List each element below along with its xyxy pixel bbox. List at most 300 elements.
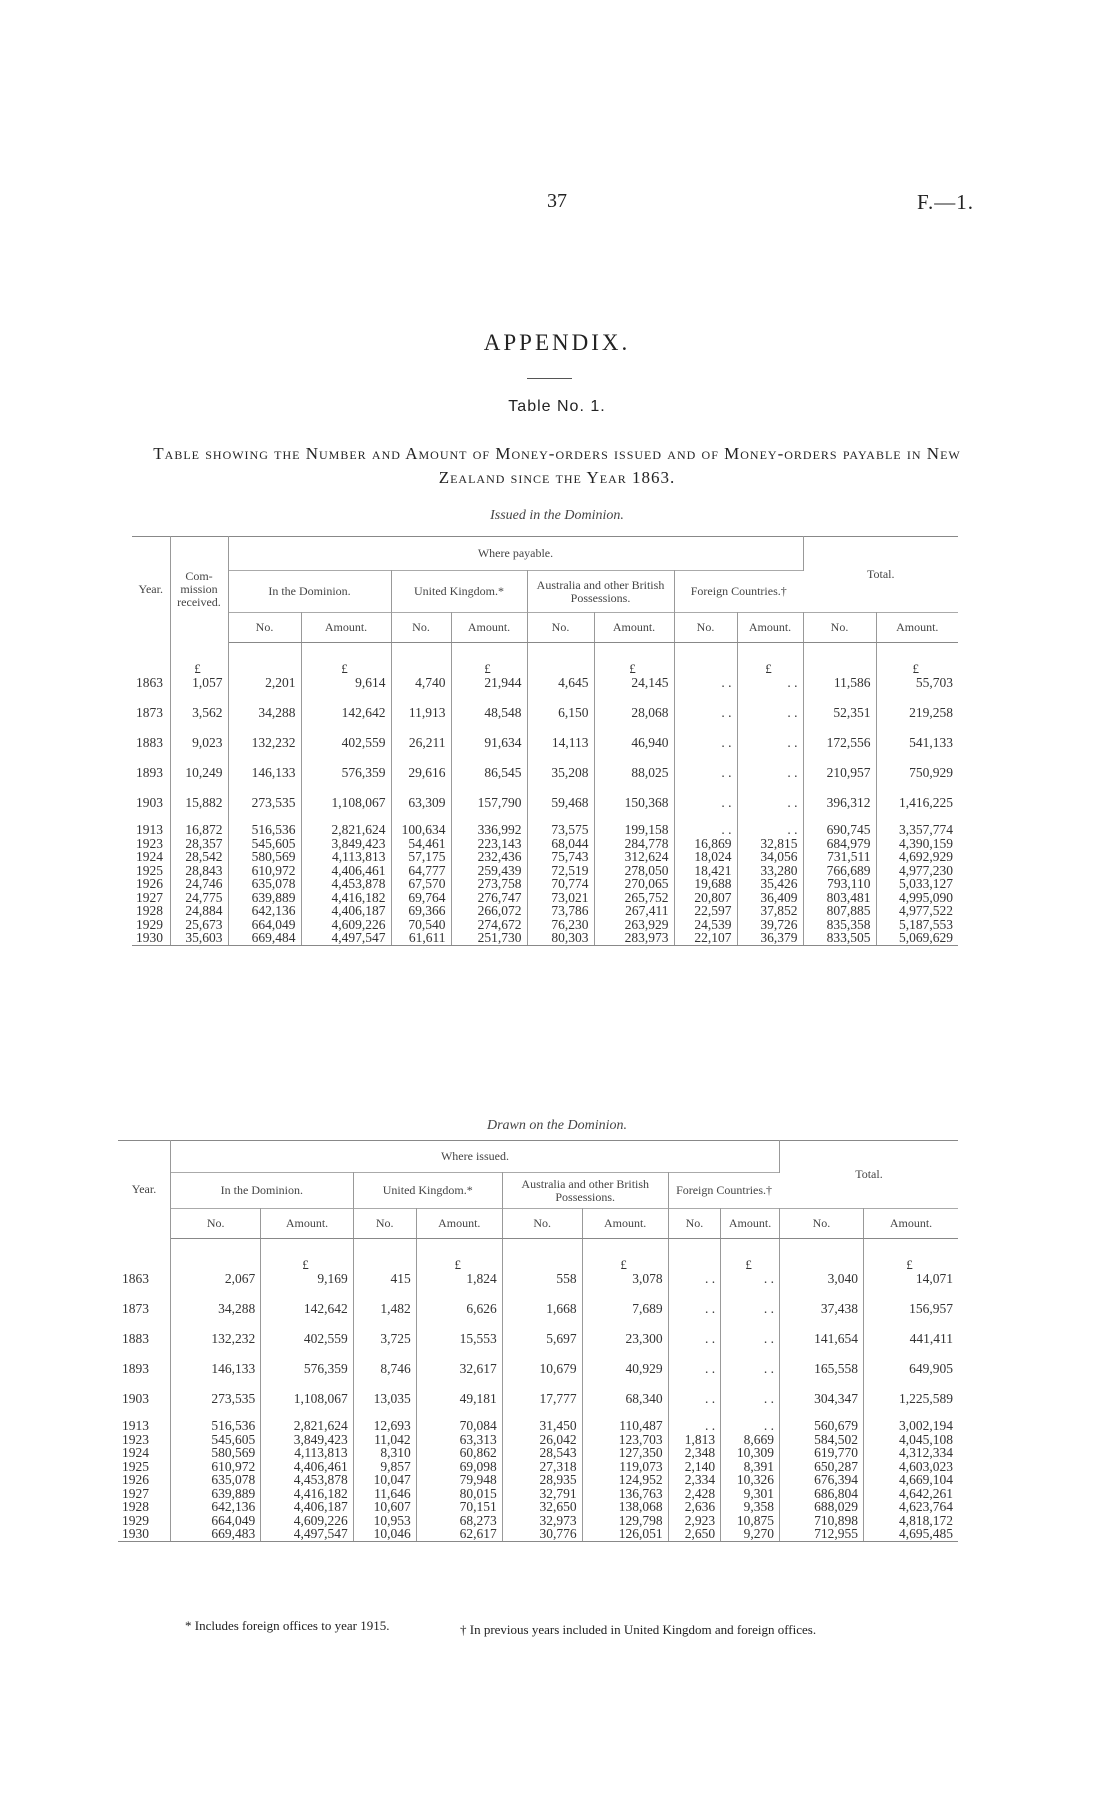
table-cell	[261, 1377, 353, 1407]
table-cell	[416, 1287, 502, 1317]
cell-value: 312,624	[624, 849, 669, 864]
table-cell	[779, 1317, 863, 1347]
table-cell	[502, 1377, 582, 1407]
cell-value: 172,556	[826, 734, 871, 750]
table-cell	[301, 918, 391, 932]
table-cell	[451, 811, 527, 837]
table-cell	[171, 1460, 261, 1474]
cell-value: . .	[705, 1270, 716, 1286]
cell-value: 24,884	[185, 903, 223, 918]
table-cell	[674, 811, 737, 837]
cell-value: 32,815	[760, 835, 798, 851]
cell-value: 16,872	[185, 822, 223, 837]
table-cell	[170, 918, 228, 932]
table-cell	[863, 1239, 958, 1287]
cell-value: 664,049	[211, 1512, 256, 1528]
table-cell	[674, 643, 737, 691]
table-cell	[737, 904, 803, 918]
cell-value: 4,645	[558, 674, 589, 690]
table-cell	[228, 918, 301, 932]
table-cell	[737, 691, 803, 721]
cell-value: . .	[721, 764, 732, 780]
cell-value: 55,703	[915, 674, 953, 690]
cell-value: 1,108,067	[331, 794, 386, 810]
table-cell	[594, 721, 674, 751]
year-cell	[132, 904, 170, 918]
cell-value: 545,605	[211, 1431, 256, 1447]
table-cell	[674, 691, 737, 721]
table-cell	[721, 1514, 780, 1528]
table-cell	[416, 1377, 502, 1407]
cell-value: 676,394	[814, 1472, 858, 1487]
cell-value: 1903	[122, 1390, 149, 1406]
cell-value: 304,347	[814, 1390, 858, 1406]
year-cell	[118, 1527, 171, 1541]
cell-value: 156,957	[909, 1300, 953, 1316]
cell-value: 560,679	[814, 1418, 858, 1433]
table-cell	[779, 1487, 863, 1501]
cell-value: 67,570	[408, 876, 446, 891]
cell-value: 119,073	[619, 1458, 663, 1474]
table-cell	[451, 850, 527, 864]
cell-value: 516,536	[251, 822, 296, 837]
no-header: No.	[228, 613, 301, 643]
table-cell	[863, 1487, 958, 1501]
cell-value: . .	[787, 764, 798, 780]
cell-value: 273,535	[211, 1390, 256, 1406]
cell-value: 142,642	[341, 704, 386, 720]
cell-value: 31,450	[539, 1418, 577, 1433]
cell-value: 11,586	[833, 674, 871, 690]
cell-value: 4,113,813	[294, 1445, 348, 1460]
cell-value: 70,540	[408, 916, 446, 932]
cell-value: 4,390,159	[899, 835, 953, 851]
cell-value: 1873	[122, 1300, 149, 1316]
cell-value: 54,461	[408, 835, 446, 851]
cell-value: 24,539	[694, 916, 732, 932]
cell-value: 23,300	[625, 1330, 663, 1346]
cell-value: 28,542	[185, 849, 223, 864]
cell-value: 1,416,225	[899, 794, 953, 810]
table-cell	[170, 691, 228, 721]
cell-value: 1893	[136, 764, 163, 780]
table-row	[118, 1473, 958, 1487]
table-cell	[228, 811, 301, 837]
year-cell	[118, 1377, 171, 1407]
cell-value: 276,747	[477, 889, 522, 905]
cell-value: 48,548	[484, 704, 522, 720]
cell-value: 7,689	[632, 1300, 663, 1316]
table-cell	[779, 1460, 863, 1474]
cell-value: 576,359	[303, 1360, 348, 1376]
cell-value: 46,940	[631, 734, 669, 750]
cell-value: 336,992	[477, 822, 522, 837]
pound-sign: £	[629, 660, 636, 676]
cell-value: 1923	[122, 1431, 149, 1447]
cell-value: 9,358	[743, 1499, 774, 1514]
cell-value: 34,288	[258, 704, 296, 720]
cell-value: 639,889	[211, 1485, 256, 1501]
table-cell	[416, 1407, 502, 1433]
year-cell	[118, 1433, 171, 1447]
table-cell	[261, 1487, 353, 1501]
cell-value: . .	[787, 674, 798, 690]
in-dominion-header: In the Dominion.	[228, 571, 391, 613]
cell-value: 129,798	[618, 1512, 663, 1528]
cell-value: 232,436	[477, 849, 522, 864]
table-cell	[668, 1460, 721, 1474]
table-cell	[391, 643, 451, 691]
cell-value: 6,150	[558, 704, 589, 720]
cell-value: 1929	[136, 916, 163, 932]
cell-value: . .	[705, 1330, 716, 1346]
cell-value: 2,923	[684, 1512, 716, 1528]
table-cell	[170, 811, 228, 837]
table-cell	[876, 904, 958, 918]
cell-value: 199,158	[624, 822, 669, 837]
cell-value: 142,642	[303, 1300, 348, 1316]
cell-value: 16,869	[694, 835, 732, 851]
table-cell	[353, 1317, 416, 1347]
cell-value: 5,187,553	[899, 916, 953, 932]
cell-value: 24,775	[185, 889, 223, 905]
table-row	[118, 1347, 958, 1377]
table-cell	[863, 1514, 958, 1528]
table-cell	[668, 1239, 721, 1287]
amount-header: Amount.	[261, 1209, 353, 1239]
cell-value: 69,764	[408, 889, 446, 905]
table-cell	[737, 721, 803, 751]
cell-value: . .	[721, 704, 732, 720]
table-cell	[301, 811, 391, 837]
cell-value: 4,416,182	[293, 1485, 348, 1501]
table-cell	[876, 721, 958, 751]
table-cell	[668, 1347, 721, 1377]
cell-value: 1927	[136, 889, 163, 905]
cell-value: 210,957	[826, 764, 871, 780]
table-cell	[391, 864, 451, 878]
cell-value: 4,453,878	[293, 1472, 348, 1487]
table-cell	[674, 931, 737, 945]
cell-value: 4,995,090	[899, 889, 953, 905]
table-cell	[228, 850, 301, 864]
table-cell	[502, 1527, 582, 1541]
year-cell	[132, 918, 170, 932]
table-row	[132, 751, 958, 781]
table-cell	[863, 1446, 958, 1460]
cell-value: 35,426	[760, 876, 798, 891]
year-header: Year.	[118, 1141, 171, 1239]
table-cell	[737, 643, 803, 691]
table-row	[118, 1460, 958, 1474]
cell-value: 29,616	[408, 764, 446, 780]
table-cell	[594, 751, 674, 781]
table-cell	[876, 918, 958, 932]
cell-value: 219,258	[909, 704, 953, 720]
table-number: Table No. 1.	[508, 398, 606, 415]
total-header: Total.	[803, 537, 958, 613]
table-row	[132, 918, 958, 932]
year-header: Year.	[132, 537, 170, 643]
cell-value: . .	[705, 1418, 716, 1433]
cell-value: 516,536	[211, 1418, 256, 1433]
cell-value: 1927	[122, 1485, 149, 1501]
table-cell	[416, 1446, 502, 1460]
table-cell	[170, 891, 228, 905]
cell-value: 4,642,261	[899, 1485, 953, 1501]
cell-value: 8,746	[380, 1360, 411, 1376]
drawn-table	[118, 1140, 958, 1542]
table-cell	[582, 1239, 668, 1287]
table-row	[132, 904, 958, 918]
table-cell	[170, 643, 228, 691]
table-cell	[353, 1487, 416, 1501]
table-cell	[863, 1317, 958, 1347]
amount-header: Amount.	[582, 1209, 668, 1239]
year-cell	[132, 864, 170, 878]
table-cell	[594, 643, 674, 691]
cell-value: 80,015	[459, 1485, 497, 1501]
cell-value: 34,288	[218, 1300, 256, 1316]
table-cell	[582, 1500, 668, 1514]
cell-value: 3,849,423	[331, 835, 386, 851]
table-cell	[803, 691, 876, 721]
cell-value: 25,673	[185, 916, 223, 932]
table-cell	[301, 721, 391, 751]
cell-value: 558	[556, 1270, 577, 1286]
no-header: No.	[502, 1209, 582, 1239]
cell-value: 1873	[136, 704, 163, 720]
table-cell	[527, 850, 594, 864]
cell-value: 35,603	[185, 930, 223, 945]
no-header: No.	[353, 1209, 416, 1239]
table-cell	[674, 721, 737, 751]
cell-value: . .	[721, 734, 732, 750]
table-cell	[228, 781, 301, 811]
table-cell	[391, 931, 451, 945]
amount-header: Amount.	[876, 613, 958, 643]
no-header: No.	[674, 613, 737, 643]
year-cell	[118, 1487, 171, 1501]
cell-value: 4,603,023	[899, 1458, 953, 1474]
table-cell	[721, 1407, 780, 1433]
cell-value: 63,313	[459, 1431, 497, 1447]
table-cell	[228, 931, 301, 945]
pound-sign: £	[341, 660, 348, 676]
table-cell	[171, 1287, 261, 1317]
year-cell	[132, 691, 170, 721]
cell-value: 68,044	[551, 835, 589, 851]
table-cell	[502, 1446, 582, 1460]
cell-value: 57,175	[408, 849, 446, 864]
cell-value: 650,287	[814, 1458, 858, 1474]
table-cell	[170, 781, 228, 811]
table-cell	[527, 643, 594, 691]
table-row	[118, 1514, 958, 1528]
cell-value: 40,929	[625, 1360, 663, 1376]
table-row	[118, 1446, 958, 1460]
cell-value: 73,021	[551, 889, 589, 905]
table-cell	[876, 891, 958, 905]
cell-value: 73,786	[551, 903, 589, 918]
cell-value: 62,617	[459, 1526, 497, 1541]
cell-value: 70,774	[551, 876, 589, 891]
table-cell	[301, 877, 391, 891]
table-cell	[391, 891, 451, 905]
table-cell	[170, 904, 228, 918]
table-cell	[721, 1287, 780, 1317]
table-row	[132, 850, 958, 864]
cell-value: 9,023	[192, 734, 223, 750]
cell-value: 3,725	[380, 1330, 411, 1346]
table-cell	[803, 643, 876, 691]
cell-value: 3,562	[192, 704, 223, 720]
cell-value: 18,421	[694, 862, 732, 878]
table-cell	[353, 1514, 416, 1528]
cell-value: 10,607	[373, 1499, 411, 1514]
cell-value: 127,350	[618, 1445, 663, 1460]
cell-value: 441,411	[909, 1330, 953, 1346]
table-cell	[170, 751, 228, 781]
pound-sign: £	[194, 660, 201, 676]
where-issued-header: Where issued.	[171, 1141, 780, 1173]
year-cell	[118, 1460, 171, 1474]
cell-value: 284,778	[624, 835, 669, 851]
cell-value: 273,535	[251, 794, 296, 810]
table-cell	[779, 1514, 863, 1528]
table-row	[132, 864, 958, 878]
table-cell	[261, 1500, 353, 1514]
table-cell	[416, 1514, 502, 1528]
cell-value: 132,232	[211, 1330, 256, 1346]
year-cell	[118, 1317, 171, 1347]
table-cell	[582, 1446, 668, 1460]
table-cell	[416, 1347, 502, 1377]
cell-value: 1,668	[546, 1300, 577, 1316]
cell-value: 664,049	[251, 916, 296, 932]
table-row	[132, 781, 958, 811]
table-cell	[228, 721, 301, 751]
table-cell	[803, 918, 876, 932]
table-cell	[171, 1514, 261, 1528]
cell-value: 274,672	[477, 916, 522, 932]
cell-value: 731,511	[827, 849, 871, 864]
pound-sign: £	[620, 1256, 627, 1272]
table-cell	[416, 1239, 502, 1287]
table-cell	[863, 1473, 958, 1487]
cell-value: 8,391	[743, 1458, 774, 1474]
cell-value: 710,898	[814, 1512, 858, 1528]
cell-value: 4,977,522	[899, 903, 953, 918]
cell-value: 1,482	[380, 1300, 411, 1316]
table-cell	[721, 1433, 780, 1447]
table-cell	[451, 891, 527, 905]
cell-value: 19,688	[694, 876, 732, 891]
table-cell	[228, 864, 301, 878]
cell-value: 4,406,187	[331, 903, 386, 918]
cell-value: 1903	[136, 794, 163, 810]
cell-value: 126,051	[618, 1526, 663, 1541]
table-cell	[353, 1377, 416, 1407]
table-cell	[261, 1317, 353, 1347]
table-cell	[416, 1473, 502, 1487]
cell-value: 64,777	[408, 862, 446, 878]
cell-value: 26,211	[408, 734, 446, 750]
cell-value: 146,133	[211, 1360, 256, 1376]
table-cell	[674, 918, 737, 932]
table-cell	[451, 918, 527, 932]
cell-value: 2,428	[684, 1485, 716, 1501]
table-cell	[301, 864, 391, 878]
cell-value: 36,379	[760, 930, 798, 945]
table-cell	[803, 850, 876, 864]
amount-header: Amount.	[301, 613, 391, 643]
table-cell	[228, 643, 301, 691]
cell-value: 1926	[122, 1472, 149, 1487]
table-cell	[353, 1239, 416, 1287]
table-cell	[451, 781, 527, 811]
cell-value: 9,270	[743, 1526, 774, 1541]
cell-value: 4,406,461	[293, 1458, 348, 1474]
pound-sign: £	[454, 1256, 461, 1272]
table-cell	[171, 1347, 261, 1377]
cell-value: 35,208	[551, 764, 589, 780]
cell-value: 59,468	[551, 794, 589, 810]
cell-value: 79,948	[459, 1472, 497, 1487]
pound-sign: £	[302, 1256, 309, 1272]
cell-value: 11,042	[374, 1431, 411, 1447]
cell-value: 136,763	[618, 1485, 663, 1501]
cell-value: 4,113,813	[332, 849, 386, 864]
table-cell	[779, 1407, 863, 1433]
cell-value: 3,078	[632, 1270, 663, 1286]
table-cell	[737, 850, 803, 864]
table-cell	[876, 811, 958, 837]
cell-value: 10,679	[539, 1360, 577, 1376]
cell-value: 3,040	[827, 1270, 858, 1286]
table-cell	[779, 1527, 863, 1541]
cell-value: 2,650	[684, 1526, 716, 1541]
table-cell	[171, 1317, 261, 1347]
table-cell	[170, 864, 228, 878]
table-cell	[594, 904, 674, 918]
table-cell	[594, 691, 674, 721]
cell-value: 72,519	[551, 862, 589, 878]
table-cell	[582, 1487, 668, 1501]
cell-value: 32,791	[539, 1485, 577, 1501]
table-cell	[668, 1433, 721, 1447]
table-cell	[261, 1347, 353, 1377]
table-cell	[668, 1317, 721, 1347]
cell-value: 138,068	[618, 1499, 663, 1514]
cell-value: 26,042	[539, 1431, 577, 1447]
cell-value: 5,697	[546, 1330, 577, 1346]
cell-value: 10,309	[736, 1445, 774, 1460]
footnote-dagger: † In previous years included in United Kingdom and foreign offices.	[460, 1622, 817, 1637]
cell-value: 132,232	[251, 734, 296, 750]
table-cell	[863, 1407, 958, 1433]
cell-value: . .	[705, 1360, 716, 1376]
cell-value: 766,689	[826, 862, 871, 878]
table-cell	[353, 1446, 416, 1460]
table-row	[132, 837, 958, 851]
cell-value: 669,484	[251, 930, 296, 945]
cell-value: 4,453,878	[331, 876, 386, 891]
foreign-countries-header: Foreign Countries.†	[668, 1173, 779, 1209]
table-cell	[594, 864, 674, 878]
cell-value: 396,312	[826, 794, 871, 810]
year-cell	[118, 1239, 171, 1287]
